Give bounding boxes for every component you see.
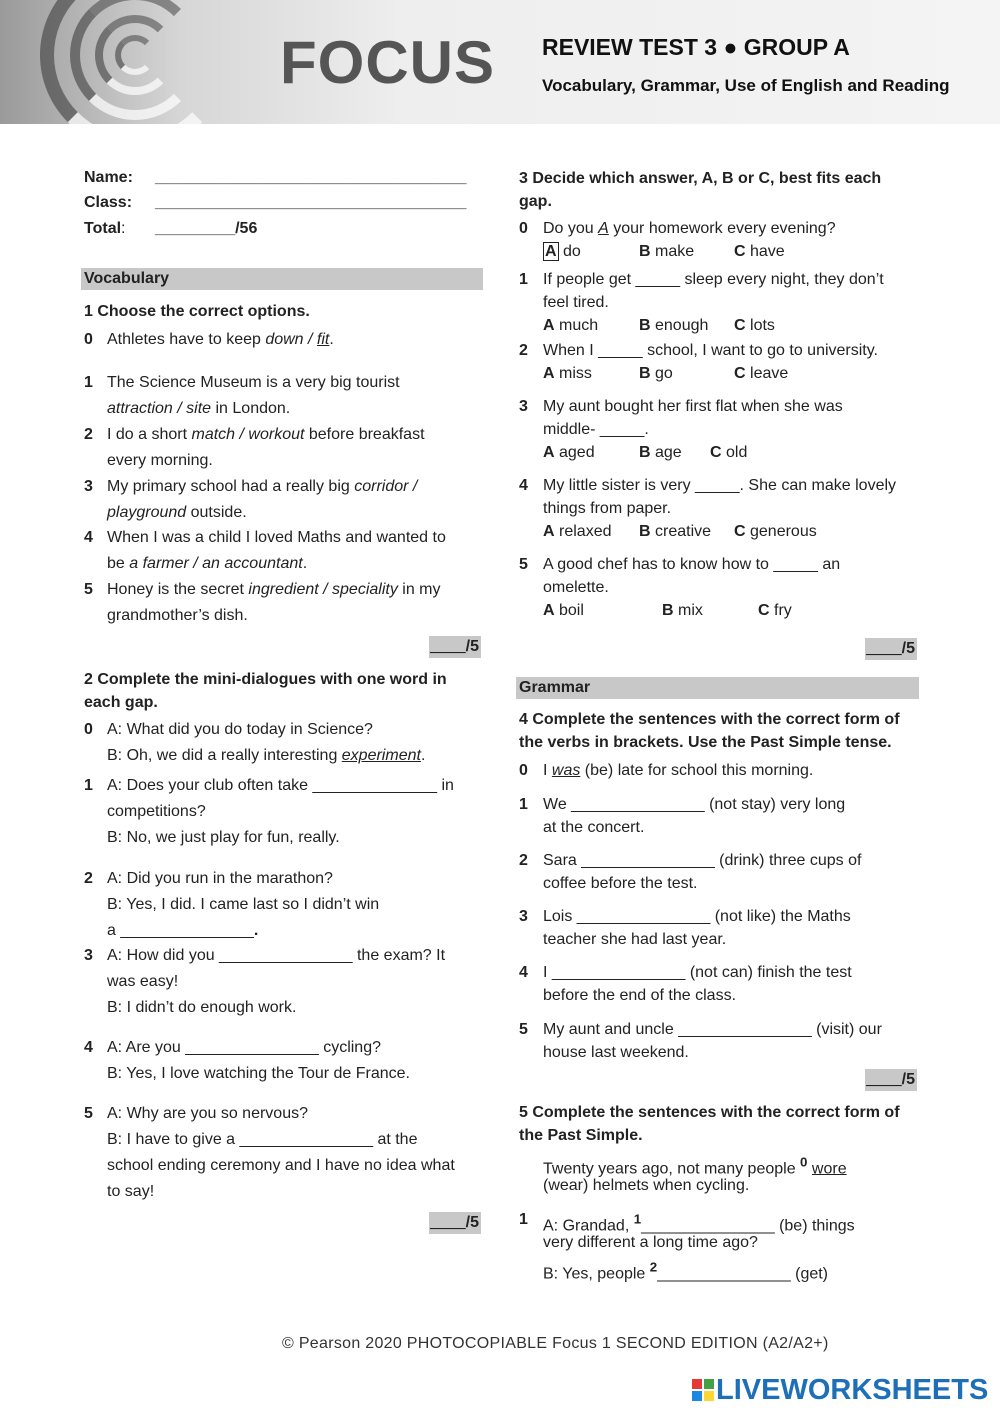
total-field[interactable]: [155, 218, 257, 240]
exercise-2-item-3-line: A: How did you _______________ the exam? It: [107, 947, 446, 964]
item-number: 4: [84, 529, 93, 546]
exercise-2-item-2-line: B: Yes, I did. I came last so I didn’t win: [107, 896, 380, 913]
test-subtitle: Vocabulary, Grammar, Use of English and Reading: [542, 76, 950, 95]
item-number: 1: [84, 374, 93, 391]
exercise-2-item-1-line: A: Does your club often take ______________ in: [107, 777, 454, 794]
exercise-3-item-3-line: My aunt bought her first flat when she was: [543, 398, 843, 415]
item-number: 0: [519, 220, 528, 237]
exercise-4-item-2-line: coffee before the test.: [543, 875, 698, 892]
exercise-2-item-1-line: B: No, we just play for fun, really.: [107, 829, 340, 846]
liveworksheets-text: LIVEWORKSHEETS: [716, 1374, 989, 1406]
exercise-3-option-b[interactable]: B go: [639, 365, 673, 382]
exercise-5-item-1-line: B: Yes, people $^2$_______________ (get): [543, 1260, 829, 1283]
item-number: 2: [84, 426, 93, 443]
exercise-5-example-line: Twenty years ago, not many people $^0$ wore: [543, 1155, 847, 1178]
exercise-1-item-2-line: every morning.: [107, 452, 213, 469]
exercise-1-item-1-line: attraction / site in London.: [107, 400, 291, 417]
exercise-3-option-a[interactable]: A relaxed: [543, 523, 612, 540]
section-score[interactable]: ____/5: [429, 636, 481, 658]
section-score[interactable]: ____/5: [429, 1212, 481, 1234]
total-max: /56: [235, 220, 258, 237]
liveworksheets-logo-icon: [692, 1379, 714, 1401]
exercise-3-option-a[interactable]: A do: [545, 243, 581, 260]
exercise-3-item-4-line: things from paper.: [543, 500, 672, 517]
item-number: 1: [84, 777, 93, 794]
exercise-3-item-4-line: My little sister is very _____. She can make lovely: [543, 477, 897, 494]
exercise-5-instruction: the Past Simple.: [519, 1127, 643, 1144]
exercise-5-item-1-line: very different a long time ago?: [543, 1234, 758, 1251]
exercise-4-item-0-line: I was (be) late for school this morning.: [543, 762, 814, 779]
item-number: 5: [84, 1105, 93, 1122]
item-number: 3: [84, 947, 93, 964]
class-label: Class:: [84, 194, 133, 211]
grammar-heading: Grammar: [516, 677, 919, 699]
exercise-2-instruction: 2 Complete the mini-dialogues with one word in: [84, 671, 447, 688]
exercise-3-option-b[interactable]: B age: [639, 444, 682, 461]
exercise-1-item-3-line: playground outside.: [107, 504, 247, 521]
exercise-3-option-b[interactable]: B creative: [639, 523, 712, 540]
exercise-2-item-4-line: B: Yes, I love watching the Tour de France.: [107, 1065, 410, 1082]
exercise-4-item-1-line: We _______________ (not stay) very long: [543, 796, 846, 813]
item-number: 1: [519, 1211, 528, 1228]
exercise-1-item-5-line: grandmother’s dish.: [107, 607, 248, 624]
exercise-3-item-1-line: If people get _____ sleep every night, they don’t: [543, 271, 884, 288]
exercise-4-instruction: 4 Complete the sentences with the correct form of: [519, 711, 900, 728]
item-number: 3: [84, 478, 93, 495]
exercise-3-option-c[interactable]: C lots: [734, 317, 775, 334]
exercise-3-option-b[interactable]: B mix: [662, 602, 703, 619]
item-number: 0: [519, 762, 528, 779]
liveworksheets-brand: [692, 1374, 988, 1407]
exercise-3-option-a[interactable]: A boil: [543, 602, 584, 619]
section-score[interactable]: ____/5: [865, 638, 917, 660]
exercise-2-item-1-line: competitions?: [107, 803, 206, 820]
item-number: 3: [519, 908, 528, 925]
exercise-3-option-a[interactable]: A miss: [543, 365, 592, 382]
exercise-2-item-5-line: B: I have to give a _______________ at the: [107, 1131, 418, 1148]
exercise-2-item-5-line: A: Why are you so nervous?: [107, 1105, 308, 1122]
exercise-1-item-3-line: My primary school had a really big corridor /: [107, 478, 418, 495]
exercise-1-instruction: 1 Choose the correct options.: [84, 303, 310, 320]
exercise-1-item-2-line: I do a short match / workout before breakfast: [107, 426, 425, 443]
exercise-2-item-4-line: A: Are you _______________ cycling?: [107, 1039, 381, 1056]
exercise-3-item-5-line: omelette.: [543, 579, 609, 596]
exercise-1-item-5-line: Honey is the secret ingredient / speciality in my: [107, 581, 441, 598]
exercise-2-item-5-line: to say!: [107, 1183, 155, 1200]
exercise-3-option-a[interactable]: A much: [543, 317, 599, 334]
exercise-3-item-1-line: feel tired.: [543, 294, 609, 311]
exercise-4-item-1-line: at the concert.: [543, 819, 645, 836]
exercise-2-item-5-line: school ending ceremony and I have no idea what: [107, 1157, 455, 1174]
item-number: 4: [519, 477, 528, 494]
exercise-3-option-c[interactable]: C generous: [734, 523, 817, 540]
exercise-2-item-0-line: A: What did you do today in Science?: [107, 721, 373, 738]
exercise-1-item-4-line: When I was a child I loved Maths and wanted to: [107, 529, 446, 546]
exercise-4-item-4-line: before the end of the class.: [543, 987, 737, 1004]
section-score[interactable]: ____/5: [865, 1069, 917, 1091]
class-field[interactable]: ___________________________________: [155, 194, 467, 211]
item-number: 4: [84, 1039, 93, 1056]
exercise-1-item-1-line: The Science Museum is a very big tourist: [107, 374, 400, 391]
item-number: 0: [84, 331, 93, 348]
exercise-2-item-0-line: B: Oh, we did a really interesting experiment.: [107, 747, 426, 764]
exercise-3-item-3-line: middle- _____.: [543, 421, 649, 438]
exercise-3-option-b[interactable]: B make: [639, 243, 695, 260]
exercise-2-item-3-line: was easy!: [107, 973, 179, 990]
exercise-3-instruction: 3 Decide which answer, A, B or C, best fits each: [519, 170, 882, 187]
exercise-3-option-a[interactable]: A aged: [543, 444, 595, 461]
exercise-3-option-c[interactable]: C leave: [734, 365, 789, 382]
total-blank: _________: [155, 220, 236, 237]
item-number: 2: [519, 852, 528, 869]
test-title: REVIEW TEST 3 ● GROUP A: [542, 34, 850, 60]
total-label: Total: [84, 220, 122, 237]
exercise-3-option-b[interactable]: B enough: [639, 317, 709, 334]
footer-copyright: © Pearson 2020 PHOTOCOPIABLE Focus 1 SECOND EDITION (A2/A2+): [282, 1335, 829, 1352]
page-header: [0, 0, 1000, 124]
exercise-3-item-2-line: When I _____ school, I want to go to university.: [543, 342, 878, 359]
item-number: 1: [519, 796, 528, 813]
exercise-2-item-2-line: A: Did you run in the marathon?: [107, 870, 333, 887]
exercise-5-example-line: (wear) helmets when cycling.: [543, 1177, 750, 1194]
exercise-3-item-0-line: Do you A your homework every evening?: [543, 220, 836, 237]
item-number: 5: [519, 556, 528, 573]
exercise-3-instruction: gap.: [519, 193, 552, 210]
total-label-row: [84, 218, 125, 240]
exercise-2-item-3-line: B: I didn’t do enough work.: [107, 999, 297, 1016]
swirl-graphic: [0, 0, 270, 124]
vocabulary-heading: Vocabulary: [81, 268, 483, 290]
item-number: 5: [84, 581, 93, 598]
exercise-3-option-c[interactable]: C have: [734, 243, 785, 260]
exercise-5-item-1-line: A: Grandad, $^1$_______________ (be) things: [543, 1212, 855, 1235]
exercise-3-option-c[interactable]: C fry: [758, 602, 792, 619]
exercise-5-instruction: 5 Complete the sentences with the correct form of: [519, 1104, 900, 1121]
exercise-3-item-5-line: A good chef has to know how to _____ an: [543, 556, 841, 573]
focus-logo: FOCUS: [280, 29, 495, 96]
exercise-2-instruction: each gap.: [84, 694, 158, 711]
exercise-4-instruction: the verbs in brackets. Use the Past Simple tense.: [519, 734, 892, 751]
item-number: 3: [519, 398, 528, 415]
exercise-2-item-2-line: a _______________.: [107, 922, 259, 939]
item-number: 2: [84, 870, 93, 887]
name-field[interactable]: ___________________________________: [155, 169, 467, 186]
exercise-4-item-3-line: teacher she had last year.: [543, 931, 727, 948]
item-number: 2: [519, 342, 528, 359]
exercise-4-item-4-line: I _______________ (not can) finish the test: [543, 964, 852, 981]
exercise-3-option-c[interactable]: C old: [710, 444, 748, 461]
item-number: 4: [519, 964, 528, 981]
item-number: 1: [519, 271, 528, 288]
item-number: 0: [84, 721, 93, 738]
exercise-4-item-3-line: Lois _______________ (not like) the Maths: [543, 908, 851, 925]
total-colon: :: [121, 220, 126, 237]
exercise-1-item-0-line: Athletes have to keep down / fit.: [107, 331, 334, 348]
item-number: 5: [519, 1021, 528, 1038]
exercise-4-item-5-line: My aunt and uncle _______________ (visit) our: [543, 1021, 882, 1038]
exercise-4-item-5-line: house last weekend.: [543, 1044, 689, 1061]
exercise-4-item-2-line: Sara _______________ (drink) three cups of: [543, 852, 862, 869]
exercise-1-item-4-line: be a farmer / an accountant.: [107, 555, 308, 572]
name-label: Name:: [84, 169, 133, 186]
